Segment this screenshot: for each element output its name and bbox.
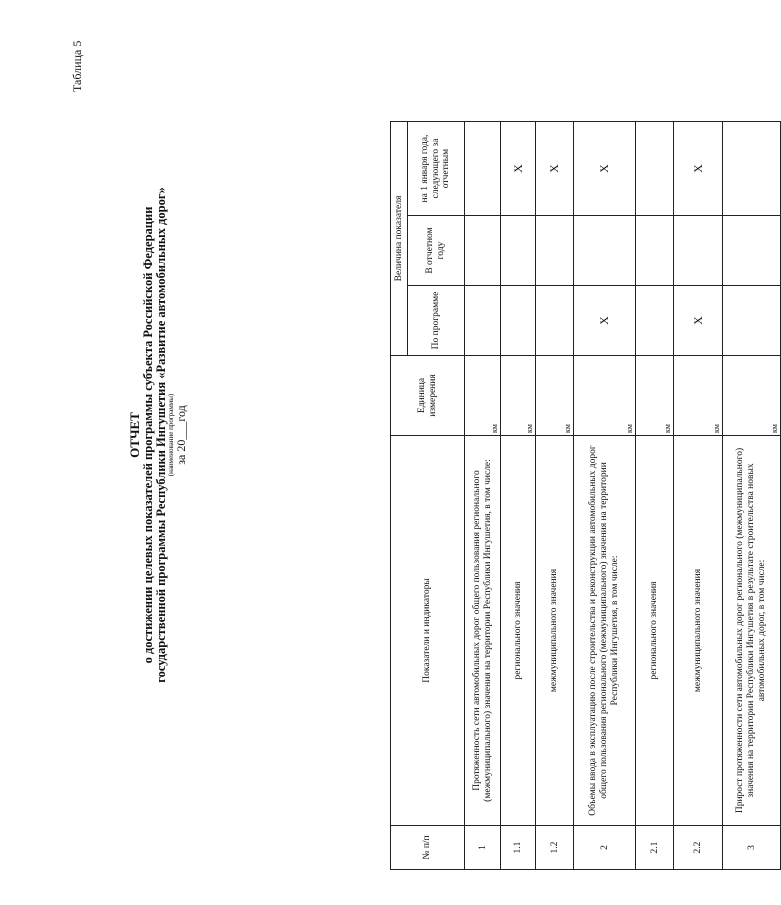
row-unit: км xyxy=(636,356,674,436)
row-indicator: регионального значения xyxy=(501,436,536,826)
row-next xyxy=(723,122,781,216)
row-num: 2 xyxy=(574,826,636,870)
row-unit: км xyxy=(723,356,781,436)
row-by-program: X xyxy=(674,286,723,356)
row-by-program: X xyxy=(574,286,636,356)
table-row xyxy=(536,122,574,870)
table-row xyxy=(501,122,536,870)
row-num: 1.1 xyxy=(501,826,536,870)
header-next-year: на 1 января года, следующего за отчетным xyxy=(408,122,465,216)
row-unit: км xyxy=(574,356,636,436)
header-value-group: Величина показателя xyxy=(391,122,408,356)
row-by-program xyxy=(501,286,536,356)
indicators-table xyxy=(390,121,781,870)
row-indicator: Прирост протяженности сети автомобильных дорог регионального (межмуниципального) значения на территории Республики Ингушетия в результате строительства новых автомобильных дорог, в том числе: xyxy=(723,436,781,826)
report-subtitle-2: государственной программы Республики Ингушетия «Развитие автомобильных дорог» xyxy=(153,187,168,683)
row-indicator: межмуниципального значения xyxy=(674,436,723,826)
header-num: № п/п xyxy=(391,826,465,870)
row-by-program xyxy=(465,286,501,356)
report-subtitle-1: о достижении целевых показателей программы субъекта Российской Федерации xyxy=(140,206,155,664)
row-unit: км xyxy=(674,356,723,436)
report-title: ОТЧЕТ xyxy=(127,412,142,458)
header-unit: Единица измерения xyxy=(391,356,465,436)
program-caption: (наименование программы) xyxy=(166,393,175,477)
row-next: X xyxy=(536,122,574,216)
row-reporting xyxy=(501,216,536,286)
row-num: 1.2 xyxy=(536,826,574,870)
row-reporting xyxy=(465,216,501,286)
row-num: 2.1 xyxy=(636,826,674,870)
row-num: 1 xyxy=(465,826,501,870)
table-row xyxy=(723,122,781,870)
row-reporting xyxy=(723,216,781,286)
row-by-program xyxy=(723,286,781,356)
row-unit: км xyxy=(536,356,574,436)
row-indicator: Объемы ввода в эксплуатацию после строительства и реконструкции автомобильных дорог общего пользования регионального (межмуниципального) значения на территории Республики Ингушетия, в том числе: xyxy=(574,436,636,826)
row-next: X xyxy=(574,122,636,216)
table-row xyxy=(674,122,723,870)
row-reporting xyxy=(636,216,674,286)
row-next xyxy=(465,122,501,216)
row-unit: км xyxy=(501,356,536,436)
row-unit: км xyxy=(465,356,501,436)
row-by-program xyxy=(636,286,674,356)
report-heading xyxy=(128,5,188,865)
table-header-row xyxy=(391,122,408,870)
report-period: за 20___год xyxy=(174,405,189,465)
row-next: X xyxy=(674,122,723,216)
row-indicator: межмуниципального значения xyxy=(536,436,574,826)
row-num: 3 xyxy=(723,826,781,870)
table-label: Таблица 5 xyxy=(70,40,84,92)
header-by-program: По программе xyxy=(408,286,465,356)
row-indicator: регионального значения xyxy=(636,436,674,826)
row-next: X xyxy=(501,122,536,216)
table-row xyxy=(465,122,501,870)
row-indicator: Протяженность сети автомобильных дорог общего пользования регионального (межмуниципального) значения на территории Республики Ингушетия, в том числе: xyxy=(465,436,501,826)
table-row xyxy=(574,122,636,870)
row-num: 2.2 xyxy=(674,826,723,870)
row-next xyxy=(636,122,674,216)
row-reporting xyxy=(574,216,636,286)
table-row xyxy=(636,122,674,870)
header-reporting-year: В отчетном году xyxy=(408,216,465,286)
header-indicators: Показатели и индикаторы xyxy=(391,436,465,826)
row-by-program xyxy=(536,286,574,356)
row-reporting xyxy=(674,216,723,286)
row-reporting xyxy=(536,216,574,286)
